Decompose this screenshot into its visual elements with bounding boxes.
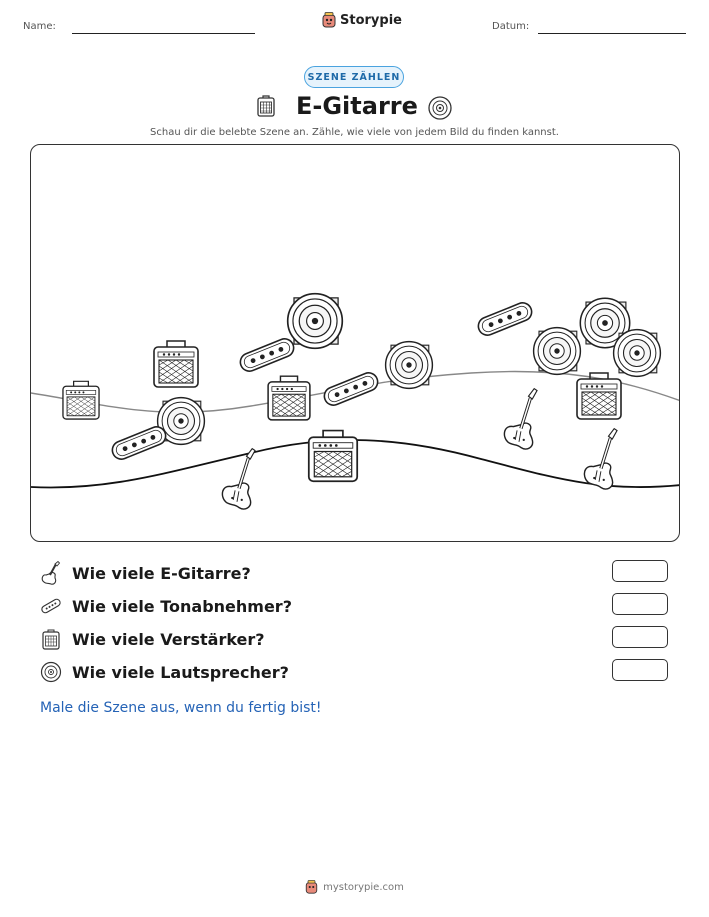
question-row	[40, 626, 265, 652]
question-text: Wie viele Lautsprecher?	[72, 662, 289, 682]
footer	[0, 880, 709, 894]
pickup-scene-item	[110, 424, 169, 462]
name-field[interactable]	[72, 33, 255, 34]
amplifier-icon	[256, 94, 276, 118]
question-row	[40, 659, 289, 685]
amplifier-scene-item	[309, 431, 357, 482]
guitar-scene-item	[584, 429, 617, 489]
worksheet-type-badge: SZENE ZÄHLEN	[304, 66, 404, 88]
amplifier-scene-item	[268, 376, 310, 420]
name-label: Name:	[23, 21, 56, 32]
question-text: Wie viele E-Gitarre?	[72, 563, 251, 583]
pickup-scene-item	[238, 336, 297, 374]
question-text: Wie viele Tonabnehmer?	[72, 596, 292, 616]
date-field[interactable]	[538, 33, 686, 34]
speaker-icon	[427, 95, 453, 121]
worksheet-title: E-Gitarre	[296, 92, 418, 120]
answer-box[interactable]	[612, 659, 668, 681]
amplifier-scene-item	[154, 341, 198, 387]
pickup-icon	[40, 594, 62, 618]
coloring-note: Male die Szene aus, wenn du fertig bist!	[40, 700, 322, 716]
question-row	[40, 560, 251, 586]
answer-box[interactable]	[612, 560, 668, 582]
scene-drawing	[31, 145, 680, 542]
speaker-icon	[40, 660, 62, 684]
amplifier-scene-item	[63, 381, 99, 419]
pickup-scene-item	[476, 300, 535, 338]
speaker-scene-item	[288, 294, 343, 349]
question-row	[40, 593, 292, 619]
answer-box[interactable]	[612, 626, 668, 648]
counting-scene	[30, 144, 680, 542]
amplifier-icon	[40, 627, 62, 651]
answer-box[interactable]	[612, 593, 668, 615]
speaker-scene-item	[386, 342, 433, 389]
footer-url: mystorypie.com	[323, 881, 404, 893]
storypie-mascot-icon	[322, 12, 336, 28]
guitar-icon	[40, 561, 62, 585]
brand-logo	[322, 12, 402, 28]
brand-name: Storypie	[340, 12, 402, 28]
date-label: Datum:	[492, 21, 530, 32]
speaker-scene-item	[534, 328, 581, 375]
amplifier-scene-item	[577, 373, 621, 419]
storypie-mascot-icon	[305, 880, 318, 894]
pickup-scene-item	[322, 370, 381, 408]
guitar-scene-item	[504, 389, 537, 449]
instructions: Schau dir die belebte Szene an. Zähle, wie viele von jedem Bild du finden kannst.	[150, 127, 559, 138]
question-text: Wie viele Verstärker?	[72, 629, 265, 649]
speaker-scene-item	[614, 330, 661, 377]
